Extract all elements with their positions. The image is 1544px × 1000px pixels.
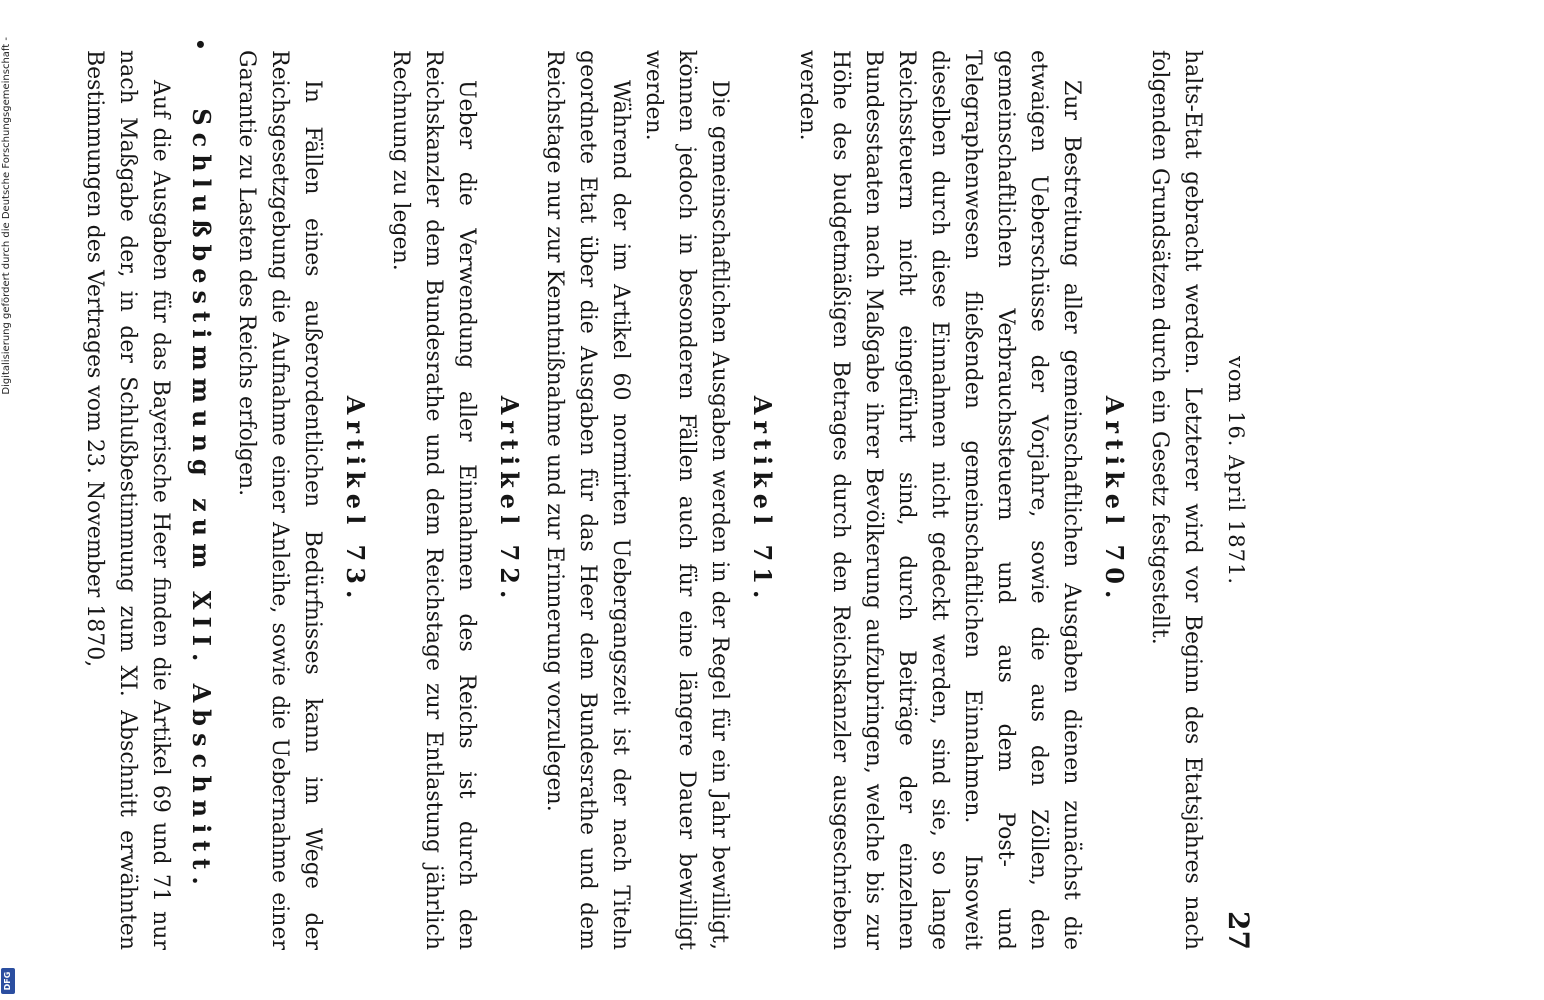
closing-provision-heading [185, 38, 218, 950]
dfg-logo-icon [1, 968, 15, 994]
article-73-text: In Fällen eines außerordentlichen Bedürfnisses kann im Wege der Reichsgesetzgebung die Aufnahme einer Anleihe, sowie die Uebernahme einer Garantie zu Lasten des Reichs erfolgen. [234, 50, 325, 950]
article-72-heading: Artikel 72. [495, 395, 524, 605]
closing-provision-title: Schlußbestimmung zum XII. Abschnitt. [187, 108, 216, 892]
article-71-heading: Artikel 71. [748, 395, 777, 605]
article-71-text-2: Während der im Artikel 60 normirten Uebergangszeit ist der nach Titeln geordnete Etat über die Ausgaben für das Heer dem Bundesrathe und dem Reichstage nur zur Kenntnißnahme und zur Erinnerung vorzulegen. [542, 50, 633, 950]
article-70-text: Zur Bestreitung aller gemeinschaftlichen Ausgaben dienen zunächst die etwaigen Ueberschüsse der Vorjahre, sowie die aus den Zöllen, den gemeinschaftlichen Verbrauchssteuern und aus dem Post- und Telegraphenwesen fließenden gemeinschaftlichen Einnahmen. Insoweit dieselben durch diese Einnahmen nicht gedeckt werden, sind sie, so lange Reichssteuern nicht eingeführt sind, durch Beiträge der einzelnen Bundesstaaten nach Maßgabe ihrer Bevölkerung aufzubringen, welche bis zur Höhe des budgetmäßigen Betrages durch den Reichskanzler ausgeschrieben werden. [795, 50, 1084, 950]
article-72-text: Ueber die Verwendung aller Einnahmen des Reichs ist durch den Reichskanzler dem Bundesrathe und dem Reichstage zur Entlastung jährlich Rechnung zu legen. [388, 50, 479, 950]
page-number: 27 [1222, 911, 1255, 950]
running-title: vom 16. April 1871. [1224, 355, 1248, 586]
article-73-heading: Artikel 73. [341, 395, 370, 605]
bullet-mark: • [188, 38, 212, 58]
digitization-note [2, 0, 16, 1000]
closing-provision-text: Auf die Ausgaben für das Bayerische Heer finden die Artikel 69 und 71 nur nach Maßgabe der, in der Schlußbestimmung zum XI. Abschnitt erwähnten Bestimmungen des Vertrages vom 23. November 1870, [82, 50, 173, 950]
article-71-text-1: Die gemeinschaftlichen Ausgaben werden in der Regel für ein Jahr bewilligt, können jedoch in besonderen Fällen auch für eine längere Dauer bewilligt werden. [641, 50, 732, 950]
page-content [0, 38, 1255, 950]
article-70-heading: Artikel 70. [1100, 395, 1129, 605]
digitization-note-text: Digitalisierung gefördert durch die Deutsche Forschungsgemeinschaft - [1, 37, 12, 395]
dfg-logo-text: DFG [3, 971, 12, 991]
paragraph-intro: halts-Etat gebracht werden. Letzterer wird vor Beginn des Etatsjahres nach folgenden Grundsätzen durch ein Gesetz festgestellt. [1147, 50, 1205, 950]
page-header [1215, 50, 1255, 950]
